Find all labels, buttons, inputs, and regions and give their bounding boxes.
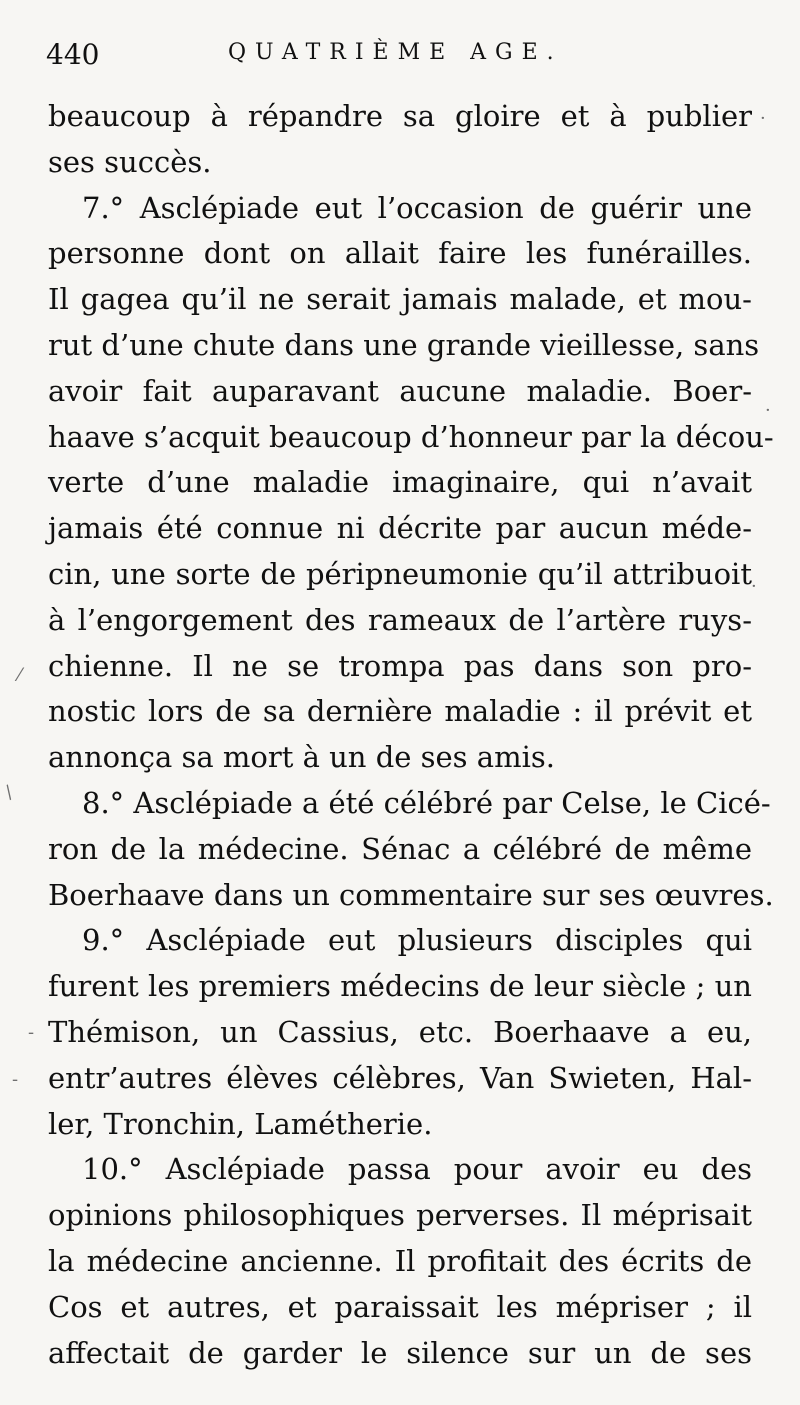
print-speck: · <box>760 108 766 129</box>
text-line: furent les premiers médecins de leur siècle ; un <box>48 969 752 1004</box>
text-line: ron de la médecine. Sénac a célébré de même <box>48 831 752 866</box>
text-line: entr’autres élèves célèbres, Van Swieten, Hal- <box>48 1060 752 1095</box>
running-title: QUATRIÈME AGE. <box>228 40 563 65</box>
text-line: annonça sa mort à un de ses amis. <box>48 740 555 775</box>
text-line: verte d’une maladie imaginaire, qui n’avait <box>48 465 752 500</box>
text-line: avoir fait auparavant aucune maladie. Boer- <box>48 373 752 408</box>
text-line: ses succès. <box>48 144 212 179</box>
text-line: jamais été connue ni décrite par aucun méde- <box>48 511 752 546</box>
text-line: 10.° Asclépiade passa pour avoir eu des <box>82 1152 752 1187</box>
print-speck: · <box>765 400 771 421</box>
text-line: 7.° Asclépiade eut l’occasion de guérir une <box>82 190 752 225</box>
text-line: ler, Tronchin, Lamétherie. <box>48 1106 433 1141</box>
text-line: nostic lors de sa dernière maladie : il prévit et <box>48 694 752 729</box>
text-line: beaucoup à répandre sa gloire et à publier <box>48 99 752 133</box>
text-line: Thémison, un Cassius, etc. Boerhaave a eu, <box>48 1014 752 1049</box>
text-line: affectait de garder le silence sur un de ses <box>48 1335 752 1370</box>
text-line: 8.° Asclépiade a été célébré par Celse, le Cicé- <box>82 785 771 820</box>
text-line: chienne. Il ne se trompa pas dans son pro- <box>48 648 752 683</box>
text-line: cin, une sorte de péripneumonie qu’il attribuoit <box>48 556 752 591</box>
text-line: haave s’acquit beaucoup d’honneur par la décou- <box>48 419 774 454</box>
print-speck: / <box>1 781 17 804</box>
text-line: Cos et autres, et paraissait les mépriser ; il <box>48 1289 752 1324</box>
body-text <box>48 94 774 1376</box>
print-speck: - <box>12 1069 19 1090</box>
print-speck: · <box>751 576 757 597</box>
text-line: à l’engorgement des rameaux de l’artère ruys- <box>48 602 752 637</box>
text-line: rut d’une chute dans une grande vieillesse, sans <box>48 327 760 362</box>
page-header <box>46 38 752 80</box>
text-line: Boerhaave dans un commentaire sur ses œuvres. <box>48 877 774 912</box>
text-line: Il gagea qu’il ne serait jamais malade, et mou- <box>48 282 752 317</box>
print-speck: ⁄ <box>18 665 22 686</box>
text-line: 9.° Asclépiade eut plusieurs disciples qui <box>82 923 752 958</box>
text-line: la médecine ancienne. Il profitait des écrits de <box>48 1243 752 1278</box>
text-line: opinions philosophiques perverses. Il méprisait <box>48 1198 752 1233</box>
page-number: 440 <box>46 38 100 71</box>
text-line: personne dont on allait faire les funérailles. <box>48 236 752 271</box>
print-speck: - <box>28 1022 35 1043</box>
